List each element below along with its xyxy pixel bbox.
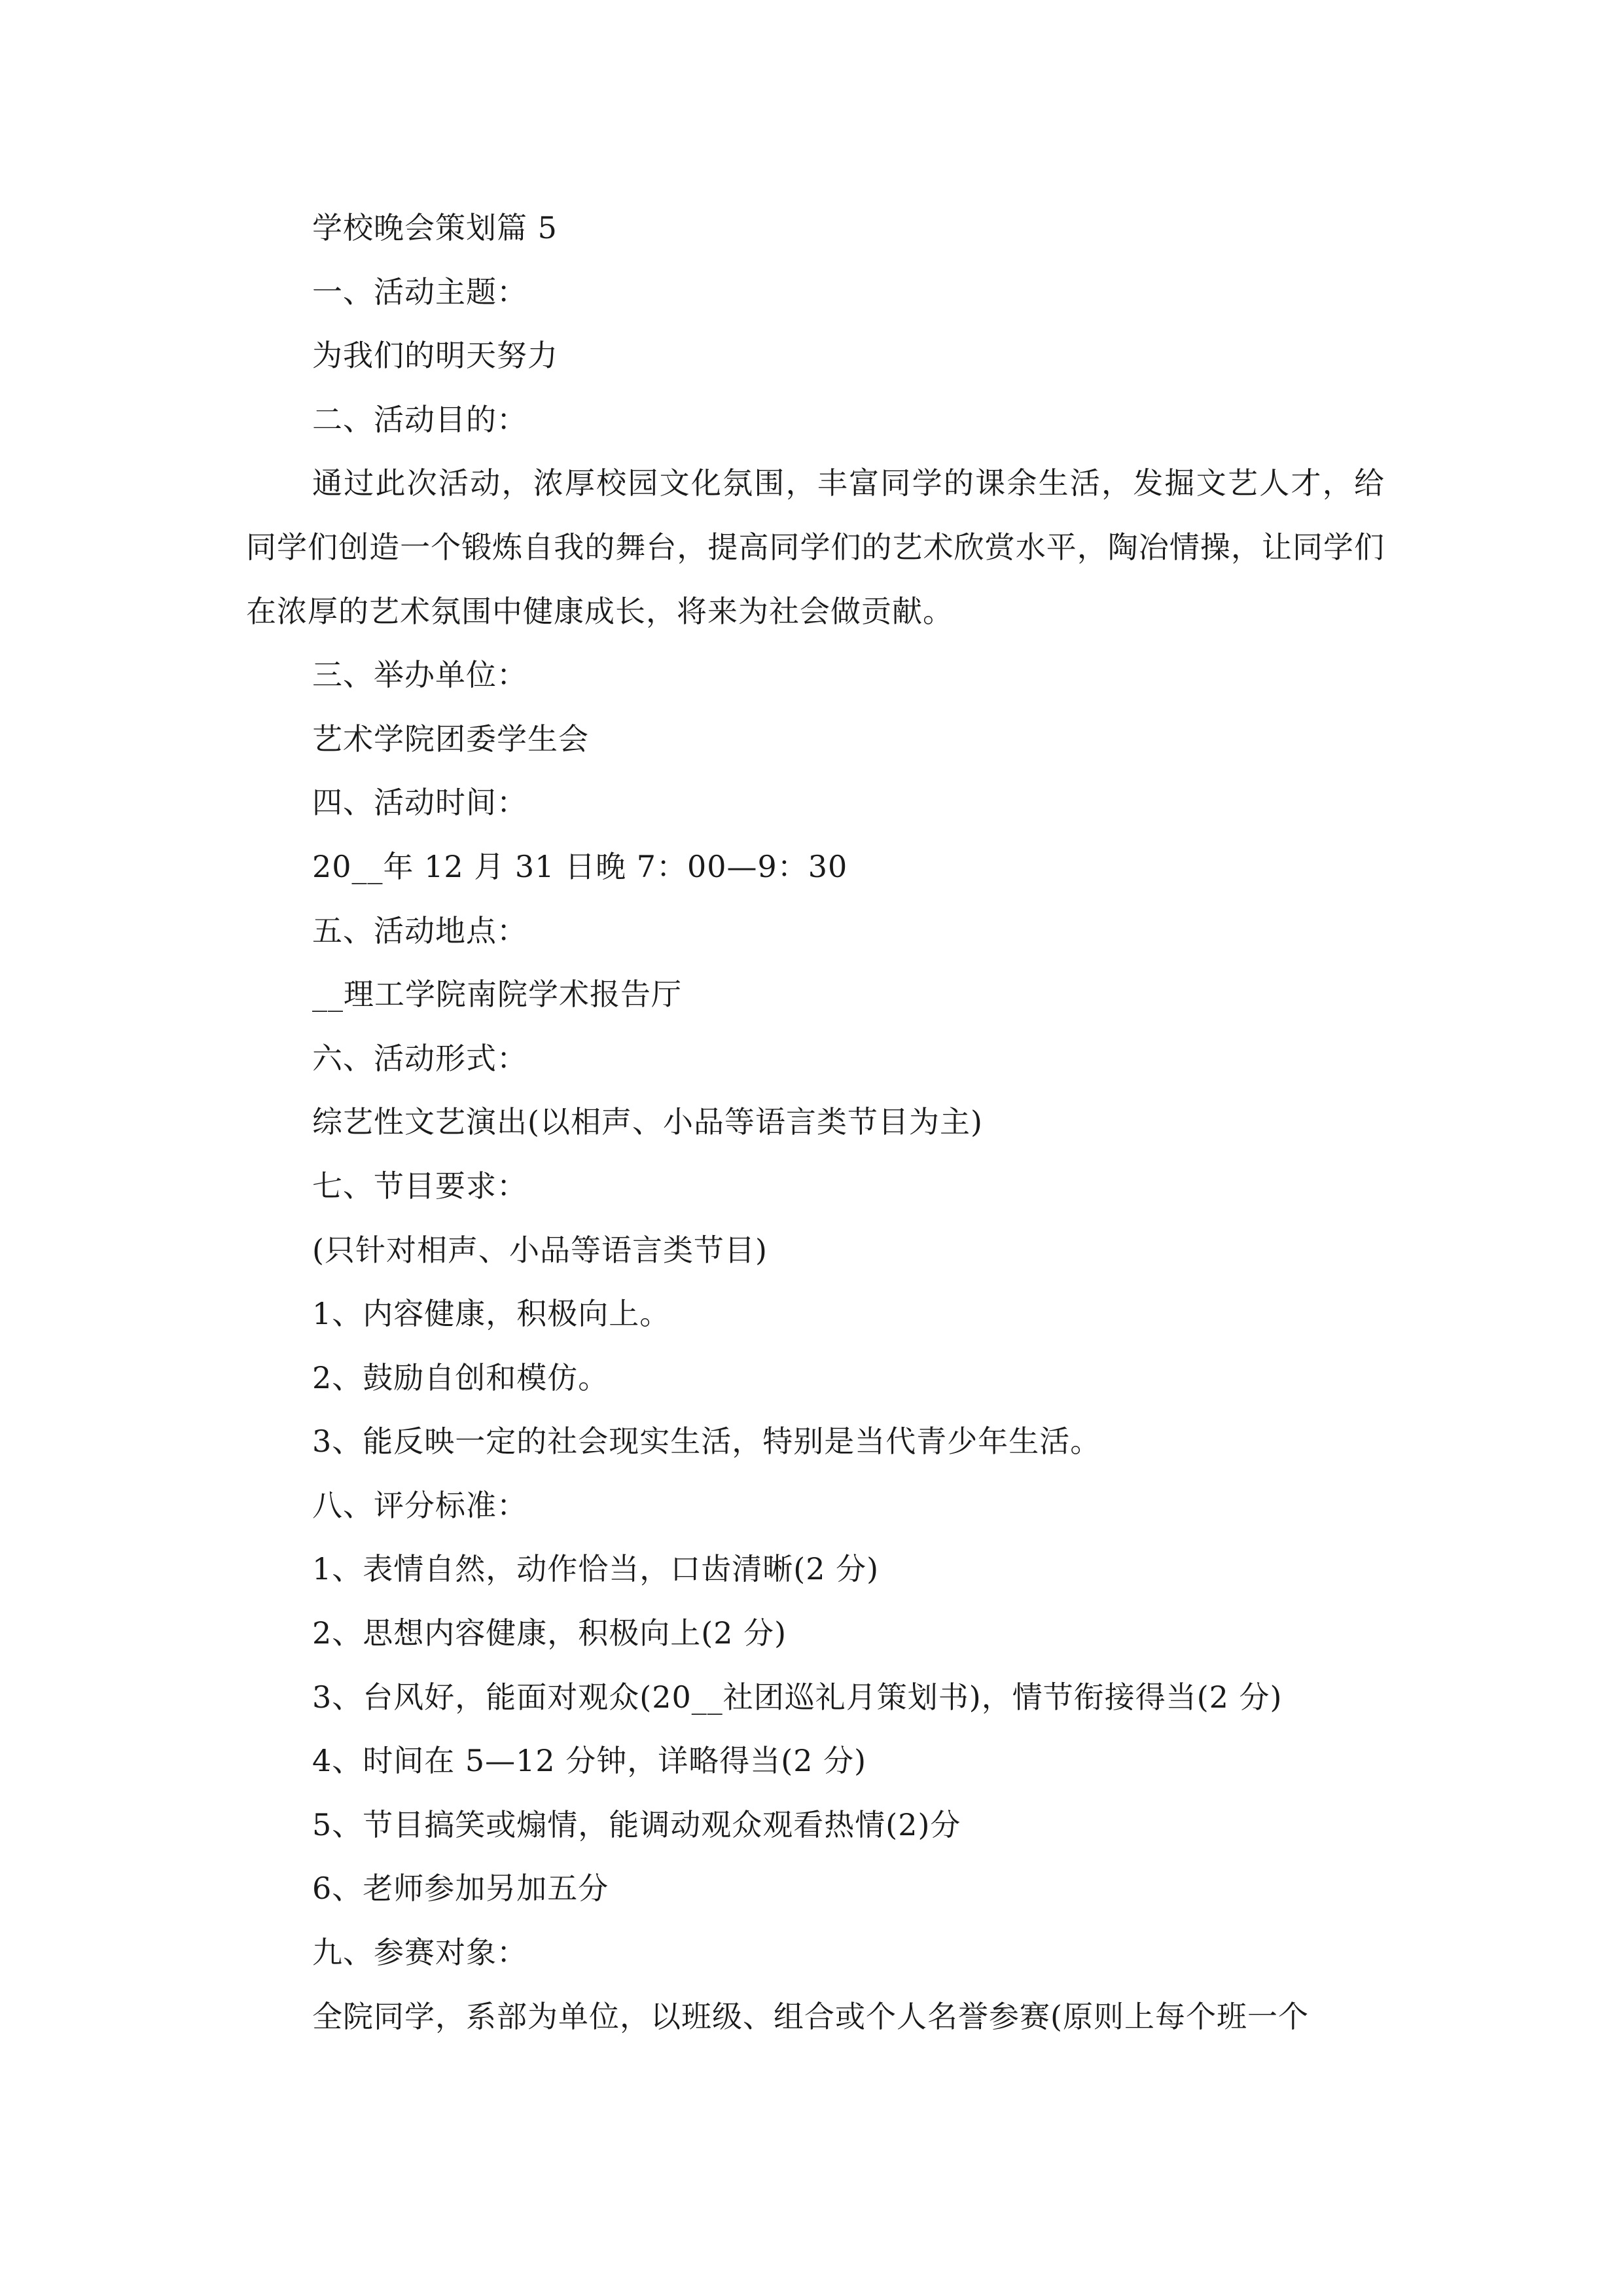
section-heading: 九、参赛对象：	[312, 1935, 527, 1971]
section-text: 艺术学院团委学生会	[312, 721, 589, 757]
list-item: 1、内容健康，积极向上。	[312, 1296, 671, 1332]
section-heading: 七、节目要求：	[312, 1168, 527, 1204]
list-item: (只针对相声、小品等语言类节目)	[312, 1232, 768, 1268]
list-item: 2、鼓励自创和模仿。	[312, 1359, 609, 1395]
section-heading: 二、活动目的：	[312, 401, 527, 437]
document-title: 学校晚会策划篇 5	[312, 210, 558, 245]
list-item: 2、思想内容健康，积极向上(2 分)	[312, 1615, 787, 1651]
list-item: 3、能反映一定的社会现实生活，特别是当代青少年生活。	[312, 1424, 1101, 1460]
section-text: 综艺性文艺演出(以相声、小品等语言类节目为主)	[312, 1104, 983, 1140]
document-body	[246, 196, 1385, 2049]
section-heading: 一、活动主题：	[312, 274, 527, 310]
section-text: __理工学院南院学术报告厅	[312, 977, 682, 1013]
list-item: 3、台风好，能面对观众(20__社团巡礼月策划书)，情节衔接得当(2 分)	[312, 1679, 1283, 1715]
list-item: 5、节目搞笑或煽情，能调动观众观看热情(2)分	[312, 1806, 961, 1842]
section-heading: 三、举办单位：	[312, 657, 527, 693]
section-text: 为我们的明天努力	[312, 338, 558, 374]
section-heading: 八、评分标准：	[312, 1487, 527, 1523]
list-item: 4、时间在 5—12 分钟，详略得当(2 分)	[312, 1743, 867, 1779]
list-item: 1、表情自然，动作恰当，口齿清晰(2 分)	[312, 1551, 880, 1587]
section-paragraph: 通过此次活动，浓厚校园文化氛围，丰富同学的课余生活，发掘文艺人才，给同学们创造一个锻炼自我的舞台，提高同学们的艺术欣赏水平，陶冶情操，让同学们在浓厚的艺术氛围中健康成长，将来为社会做贡献。	[246, 465, 1385, 629]
section-text: 全院同学，系部为单位，以班级、组合或个人名誉参赛(原则上每个班一个	[312, 1998, 1309, 2034]
section-heading: 六、活动形式：	[312, 1040, 527, 1076]
section-text: 20__年 12 月 31 日晚 7：00—9：30	[312, 848, 848, 884]
list-item: 6、老师参加另加五分	[312, 1871, 609, 1907]
section-heading: 五、活动地点：	[312, 912, 527, 948]
section-heading: 四、活动时间：	[312, 785, 527, 821]
